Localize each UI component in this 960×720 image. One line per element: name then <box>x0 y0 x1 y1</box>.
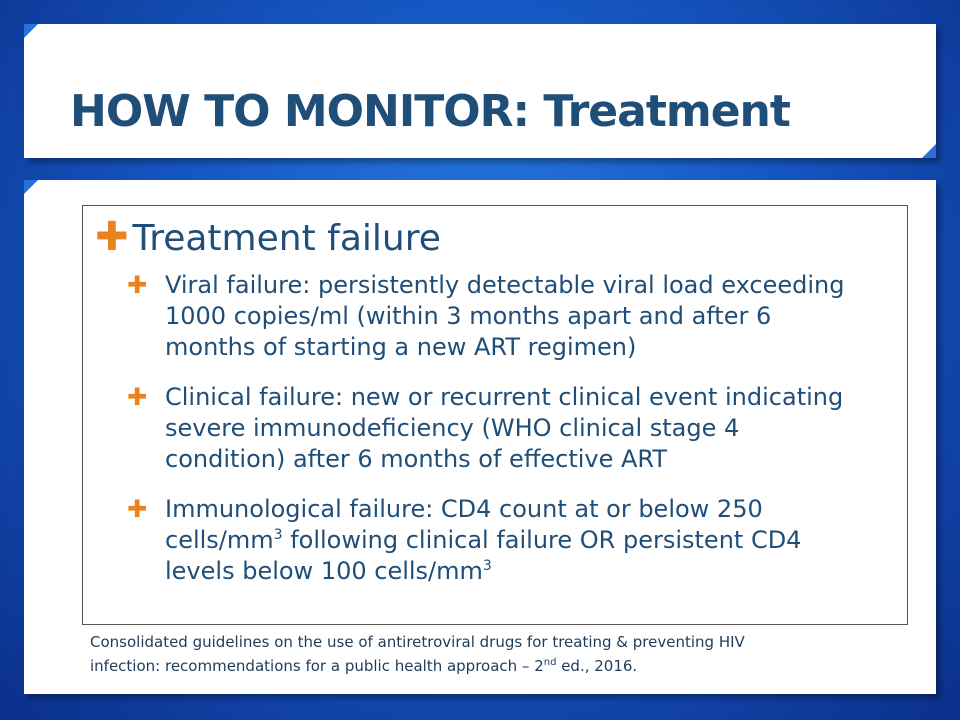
plus-bullet-icon: ✚ <box>95 214 129 260</box>
citation-superscript: nd <box>543 657 557 668</box>
bullet-text: Viral failure: persistently detectable viral load exceeding 1000 copies/ml (within 3 months apart and after 6 months of starting a new ART regimen) <box>165 271 845 361</box>
content-card <box>24 180 936 694</box>
bullet-text: Clinical failure: new or recurrent clinical event indicating severe immunodeficiency (WHO clinical stage 4 condition) after 6 months of effective ART <box>165 383 844 473</box>
slide-title: HOW TO MONITOR: Treatment <box>70 86 790 137</box>
citation <box>90 630 890 678</box>
bullet-viral-failure <box>127 270 867 363</box>
plus-bullet-icon: ✚ <box>127 495 148 523</box>
citation-line-2: infection: recommendations for a public health approach – 2 <box>90 657 544 675</box>
plus-bullet-icon: ✚ <box>127 271 148 299</box>
citation-line-2-end: ed., 2016. <box>556 657 638 675</box>
heading-treatment-failure <box>95 214 441 260</box>
content-box <box>82 205 908 625</box>
plus-bullet-icon: ✚ <box>127 383 148 411</box>
superscript: 3 <box>482 558 492 574</box>
bullet-text-part: Immunological failure: CD4 count at or below 250 cells/mm <box>165 495 763 554</box>
bullet-immunological-failure <box>127 494 867 587</box>
superscript: 3 <box>273 527 283 543</box>
bullet-text-part: following clinical failure OR persistent CD4 levels below 100 cells/mm <box>165 526 802 585</box>
heading-text: Treatment failure <box>132 218 441 259</box>
citation-line-1: Consolidated guidelines on the use of antiretroviral drugs for treating & preventing HIV <box>90 633 745 651</box>
bullet-text <box>165 494 867 587</box>
bullet-clinical-failure <box>127 382 867 475</box>
